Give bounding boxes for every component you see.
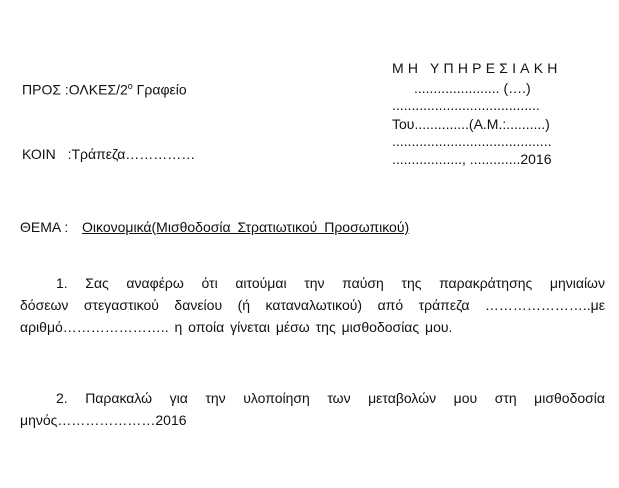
sender-line-2: ...................................... xyxy=(392,97,540,113)
recipient-line xyxy=(22,78,187,99)
cc-value: :Τράπεζα…………… xyxy=(67,146,196,162)
paragraph-2 xyxy=(20,387,605,431)
cc-label: ΚΟΙΝ xyxy=(22,146,56,162)
subject-label: ΘΕΜΑ : xyxy=(20,219,69,235)
subject-line xyxy=(20,219,409,236)
recipient-suffix: Γραφείο xyxy=(132,81,187,98)
recipient-superscript: ο xyxy=(127,81,133,91)
sender-line-4: ......................................... xyxy=(392,133,552,149)
paragraph-1 xyxy=(20,272,605,338)
paragraph-1-line-3: αριθμό………………….. η οποία γίνεται μέσω της μισθοδοσίας μου. xyxy=(20,319,453,335)
paragraph-2-line-2: μηνός…………………2016 xyxy=(20,412,187,428)
classification-label: ΜΗ ΥΠΗΡΕΣΙΑΚΗ xyxy=(392,60,562,76)
paragraph-2-line-1: 2. Παρακαλώ για την υλοποίηση των μεταβολών μου στη μισθοδοσία xyxy=(56,390,605,406)
cc-line xyxy=(22,146,195,163)
recipient-label: ΠΡΟΣ : xyxy=(22,81,69,98)
recipient-value: ΟΛΚΕΣ/2 xyxy=(68,81,128,98)
sender-line-1: ...................... (….) xyxy=(414,80,531,96)
paragraph-1-line-2: δόσεων στεγαστικού δανείου (ή καταναλωτικού) από τράπεζα …………………..με xyxy=(20,297,605,313)
sender-name-line: Του..............(Α.Μ.:..........) xyxy=(392,116,550,132)
paragraph-1-line-1: 1. Σας αναφέρω ότι αιτούμαι την παύση της παρακράτησης μηνιαίων xyxy=(56,275,605,291)
subject-value: Οικονομικά(Μισθοδοσία Στρατιωτικού Προσωπικού) xyxy=(82,219,410,235)
place-date-line: .................., .............2016 xyxy=(392,151,552,167)
